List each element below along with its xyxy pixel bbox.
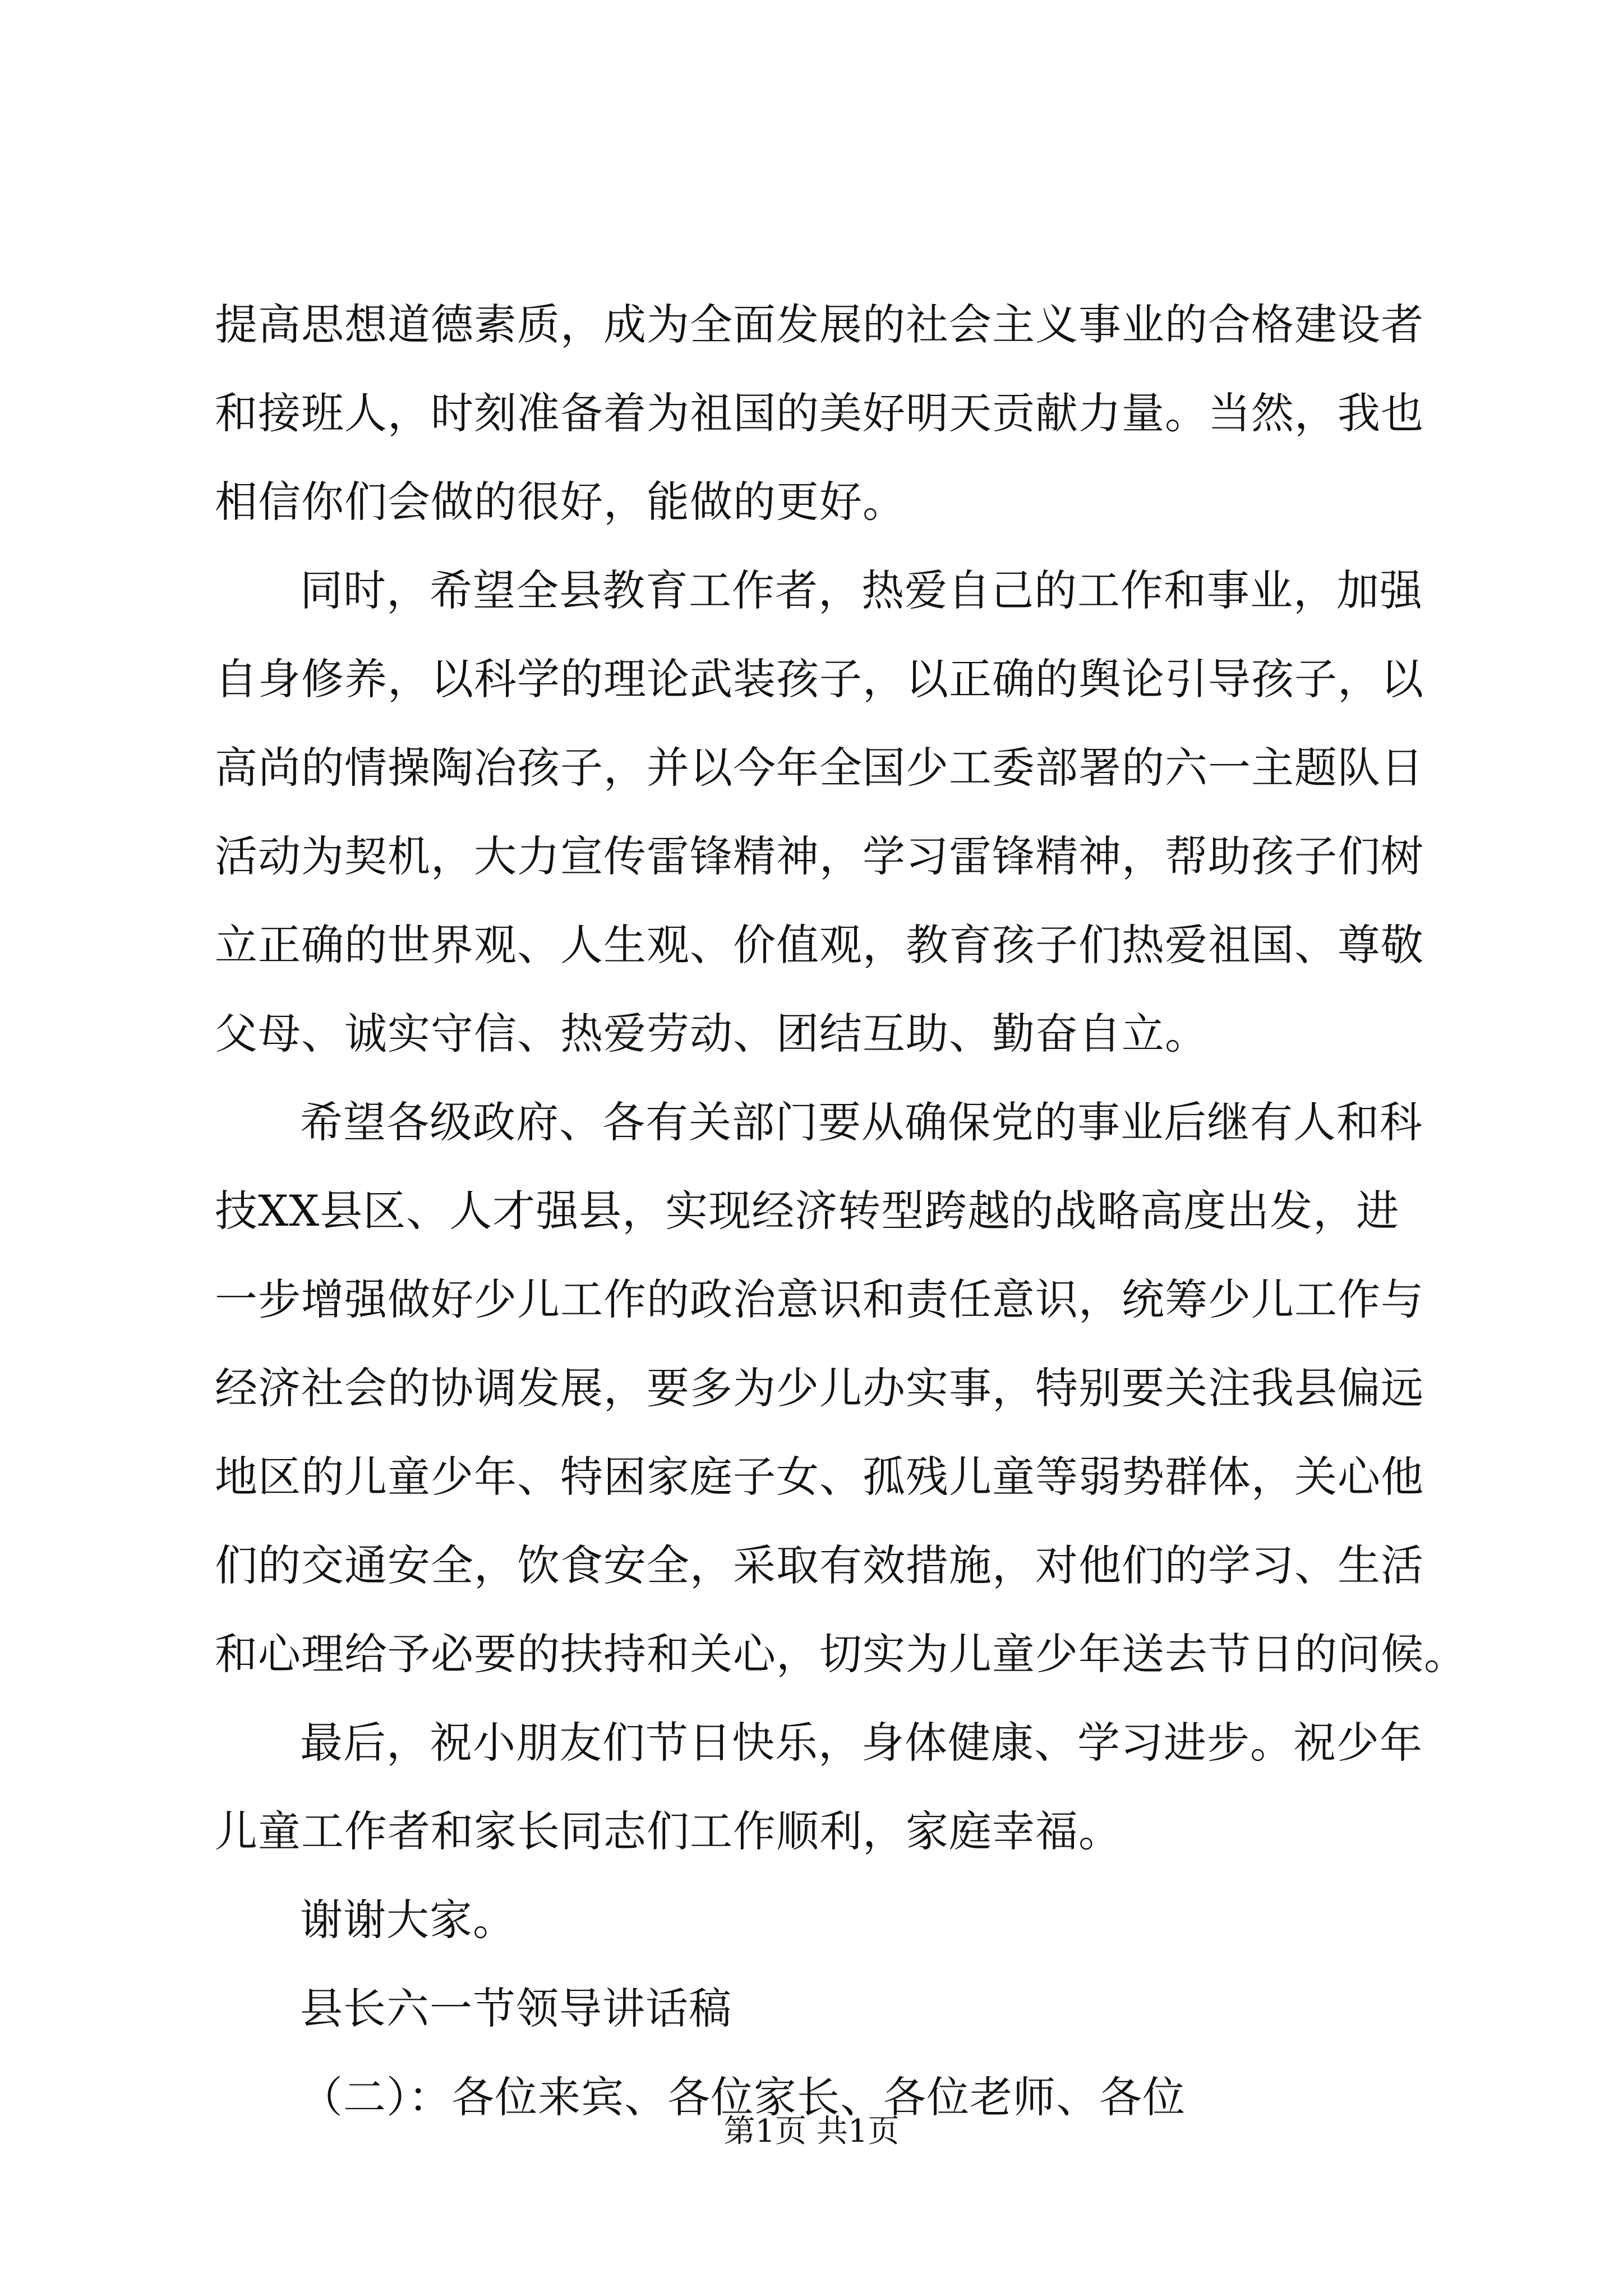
text-line: 儿童工作者和家长同志们工作顺利，家庭幸福。 bbox=[215, 1806, 1122, 1856]
text-line: 和心理给予必要的扶持和关心，切实为儿童少年送去节日的问候。 bbox=[215, 1629, 1467, 1679]
page-footer: 第1页 共1页 bbox=[723, 2113, 900, 2150]
text-line: 一步增强做好少儿工作的政治意识和责任意识，统筹少儿工作与 bbox=[215, 1274, 1424, 1324]
text-line: 提高思想道德素质，成为全面发展的社会主义事业的合格建设者 bbox=[215, 300, 1424, 349]
paragraph-start-line: 希望各级政府、各有关部门要从确保党的事业后继有人和科 bbox=[300, 1097, 1423, 1147]
text-line: 高尚的情操陶冶孩子，并以今年全国少工委部署的六一主题队日 bbox=[215, 743, 1424, 793]
text-line: 技XX县区、人才强县，实现经济转型跨越的战略高度出发，进 bbox=[215, 1186, 1400, 1236]
paragraph-start-line: 同时，希望全县教育工作者，热爱自己的工作和事业，加强 bbox=[300, 565, 1423, 615]
section-opening-line: （二）：各位来宾、各位家长、各位老师、各位 bbox=[300, 2072, 1186, 2122]
text-line: 经济社会的协调发展，要多为少儿办实事，特别要关注我县偏远 bbox=[215, 1363, 1424, 1413]
text-line: 活动为契机，大力宣传雷锋精神，学习雷锋精神，帮助孩子们树 bbox=[215, 831, 1424, 881]
paragraph-start-line: 最后，祝小朋友们节日快乐，身体健康、学习进步。祝少年 bbox=[300, 1718, 1423, 1768]
text-line: 和接班人，时刻准备着为祖国的美好明天贡献力量。当然，我也 bbox=[215, 388, 1424, 438]
section-title: 县长六一节领导讲话稿 bbox=[300, 1984, 732, 2033]
text-line: 相信你们会做的很好，能做的更好。 bbox=[215, 477, 906, 527]
document-body bbox=[215, 280, 1467, 2142]
text-line: 地区的儿童少年、特困家庭子女、孤残儿童等弱势群体，关心他 bbox=[215, 1452, 1424, 1502]
text-line: 立正确的世界观、人生观、价值观，教育孩子们热爱祖国、尊敬 bbox=[215, 920, 1424, 970]
text-line: 自身修养，以科学的理论武装孩子，以正确的舆论引导孩子，以 bbox=[215, 654, 1424, 704]
text-line: 们的交通安全，饮食安全，采取有效措施，对他们的学习、生活 bbox=[215, 1540, 1424, 1590]
closing-line: 谢谢大家。 bbox=[300, 1895, 516, 1945]
text-line: 父母、诚实守信、热爱劳动、团结互助、勤奋自立。 bbox=[215, 1009, 1208, 1059]
